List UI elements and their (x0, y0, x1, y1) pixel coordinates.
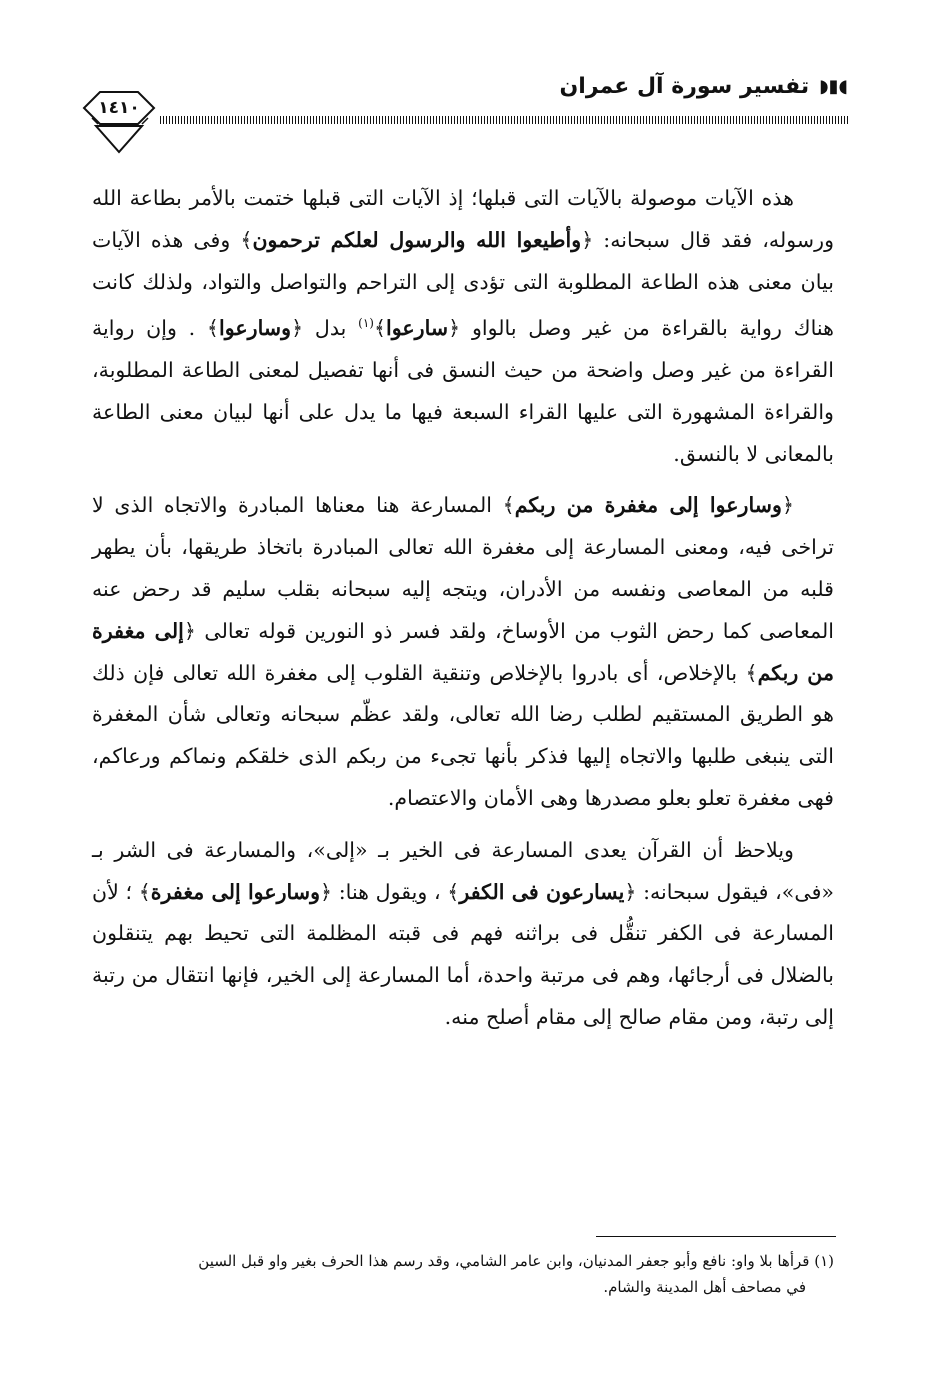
footnote (92, 1248, 834, 1300)
chapter-title: تفسير سورة آل عمران (559, 74, 810, 99)
text-run: . وإن رواية القراءة من غير وصل واضحة من حيث النسق فى أنها تفصيل لمعنى الطاعة المطلوبة، والقراءة المشهورة التى عليها القراء السبعة فيها ما يدل على أنها لبيان معنى الطاعة بالمعانى لا بالنسق. (92, 316, 834, 466)
text-run: ؛ لأن المسارعة فى الكفر تنقُّل فى براثنه فهم فى قبته المظلمة التى تحيط بهم يتنقلون بالضلال فى أرجائها، وهم فى مرتبة واحدة، أما المسارعة إلى الخير، فإنها انتقال من رتبة إلى رتبة، ومن مقام صالح إلى مقام أصلح منه. (92, 879, 834, 1029)
footnote-line-2: في مصاحف أهل المدينة والشام. (603, 1278, 806, 1296)
quran-quote (139, 880, 332, 904)
bracket-open: ﴿ (291, 316, 304, 341)
text-run: بالإخلاص، أى بادروا بالإخلاص وتنقية القلوب إلى مغفرة الله تعالى فإن ذلك هو الطريق المستقيم لطلب رضا الله تعالى، ولقد عظّم سبحانه وتعالى شأن المغفرة التى ينبغى طلبها والاتجاه إليها فذكر بأنها تجىء من ربكم الذى خلقكم ونماكم ورعاكم، فهى مغفرة تعلو بعلو مصدرها وهى الأمان والاعتصام. (92, 660, 834, 811)
page-header (80, 60, 848, 120)
footnote-rule (596, 1236, 836, 1237)
bracket-close: ﴾ (138, 879, 151, 904)
text-run: هذه الآيات موصولة بالآيات التى قبلها؛ إذ الآيات التى قبلها ختمت بالأمر بطاعة الله ورسوله، فقد قال سبحانه: (92, 186, 835, 252)
quote-text: وسارعوا إلى مغفرة من ربكم (514, 493, 782, 518)
title-ornament-icon: ◖▮◗ (819, 75, 848, 97)
quote-text: يسارعون فى الكفر (459, 879, 625, 904)
text-run: ، ويقول هنا: (332, 879, 441, 904)
bracket-open: ﴿ (448, 316, 461, 341)
header-rule (160, 116, 848, 124)
bracket-close: ﴾ (502, 493, 515, 518)
bracket-close: ﴾ (447, 879, 460, 904)
footnote-marker: (١) (358, 316, 374, 331)
paragraph-2 (92, 485, 834, 819)
quran-quote (503, 493, 794, 517)
body-text (92, 178, 834, 1039)
quote-text: وأطيعوا الله والرسول لعلكم ترحمون (252, 227, 582, 252)
quran-quote (240, 228, 593, 252)
paragraph-3 (92, 830, 834, 1039)
page-number-badge (80, 88, 158, 160)
running-title (560, 74, 849, 99)
quote-text: وسارعوا (219, 316, 292, 341)
bracket-open: ﴿ (781, 493, 795, 518)
text-run: المسارعة هنا معناها المبادرة والاتجاه الذى لا تراخى فيه، ومعنى المسارعة إلى مغفرة الله تعالى المبادرة باتخاذ طريقها، بأن يطهر قلبه من المعاصى ونفسه من الأدران، ويتجه إليه سبحانه بقلب سليم قد رحض عنه المعاصى كما رحض الثوب من الأوساخ، ولقد فسر ذو النورين قوله تعالى (92, 493, 834, 643)
bracket-close: ﴾ (373, 316, 387, 341)
bracket-close: ﴾ (240, 227, 253, 252)
bracket-close: ﴾ (206, 316, 219, 341)
bracket-open: ﴿ (624, 879, 637, 904)
page-number: ١٤١٠ (98, 98, 140, 118)
quran-quote (447, 880, 636, 904)
bracket-open: ﴿ (581, 227, 594, 252)
paragraph-1 (92, 178, 834, 475)
quran-quote (207, 316, 303, 340)
footnote-line-1: (١) قرأها بلا واو: نافع وأبو جعفر المدنيان، وابن عامر الشامي، وقد رسم هذا الحرف بغير واو قبل السين (198, 1252, 834, 1270)
bracket-close: ﴾ (745, 660, 758, 685)
text-run: وفى هذه الآيات بيان معنى هذه الطاعة المطلوبة التى تؤدى إلى التراحم والتواصل والتواد، ولذلك كانت هناك رواية بالقراءة من غير وصل بالواو (92, 227, 834, 341)
text-run: ويلاحظ أن القرآن يعدى المسارعة فى الخير بـ «إلى»، والمسارعة فى الشر بـ «فى»، فيقول سبحانه: (92, 837, 835, 904)
quote-text: وسارعوا إلى مغفرة (150, 879, 321, 904)
quote-text: إلى مغفرة من ربكم (92, 618, 834, 685)
quote-text: سارعوا (386, 316, 449, 341)
quran-quote (374, 316, 460, 340)
bracket-open: ﴿ (183, 618, 196, 643)
text-run: بدل (303, 316, 347, 341)
bracket-open: ﴿ (320, 879, 333, 904)
